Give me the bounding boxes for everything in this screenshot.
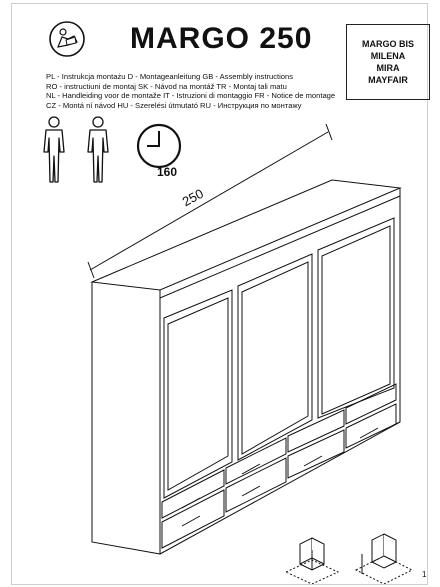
- model-name: MILENA: [370, 51, 406, 61]
- manual-page: [12, 4, 427, 584]
- model-name: MAYFAIR: [368, 75, 408, 85]
- model-name: MIRA: [376, 63, 400, 73]
- instruction-line: RO - instructiuni de montaj SK - Návod na montáž TR - Montaj tali matu: [46, 81, 287, 91]
- wall-placement-icon: [352, 524, 414, 584]
- manual-reading-icon: [48, 20, 86, 58]
- floor-placement-icon: [282, 524, 342, 584]
- width-dimension: 250: [179, 185, 206, 210]
- instruction-line: PL - Instrukcja montażu D - Montageanleitung GB - Assembly instructions: [46, 72, 294, 81]
- model-list: [346, 24, 430, 100]
- wardrobe-drawing: [82, 122, 412, 562]
- instruction-line: CZ - Montá ní návod HU - Szerelési útmutató RU - Инструкция по монтажу: [46, 100, 302, 110]
- page-number: 1: [422, 570, 427, 579]
- language-instructions: [46, 72, 346, 110]
- assembly-time: 160: [157, 165, 178, 179]
- product-title: MARGO 250: [130, 22, 313, 55]
- instruction-line: NL - Handleiding voor de montaže IT - Istruzioni di montaggio FR - Notice de montage: [46, 91, 336, 101]
- model-name: MARGO BIS: [361, 39, 414, 49]
